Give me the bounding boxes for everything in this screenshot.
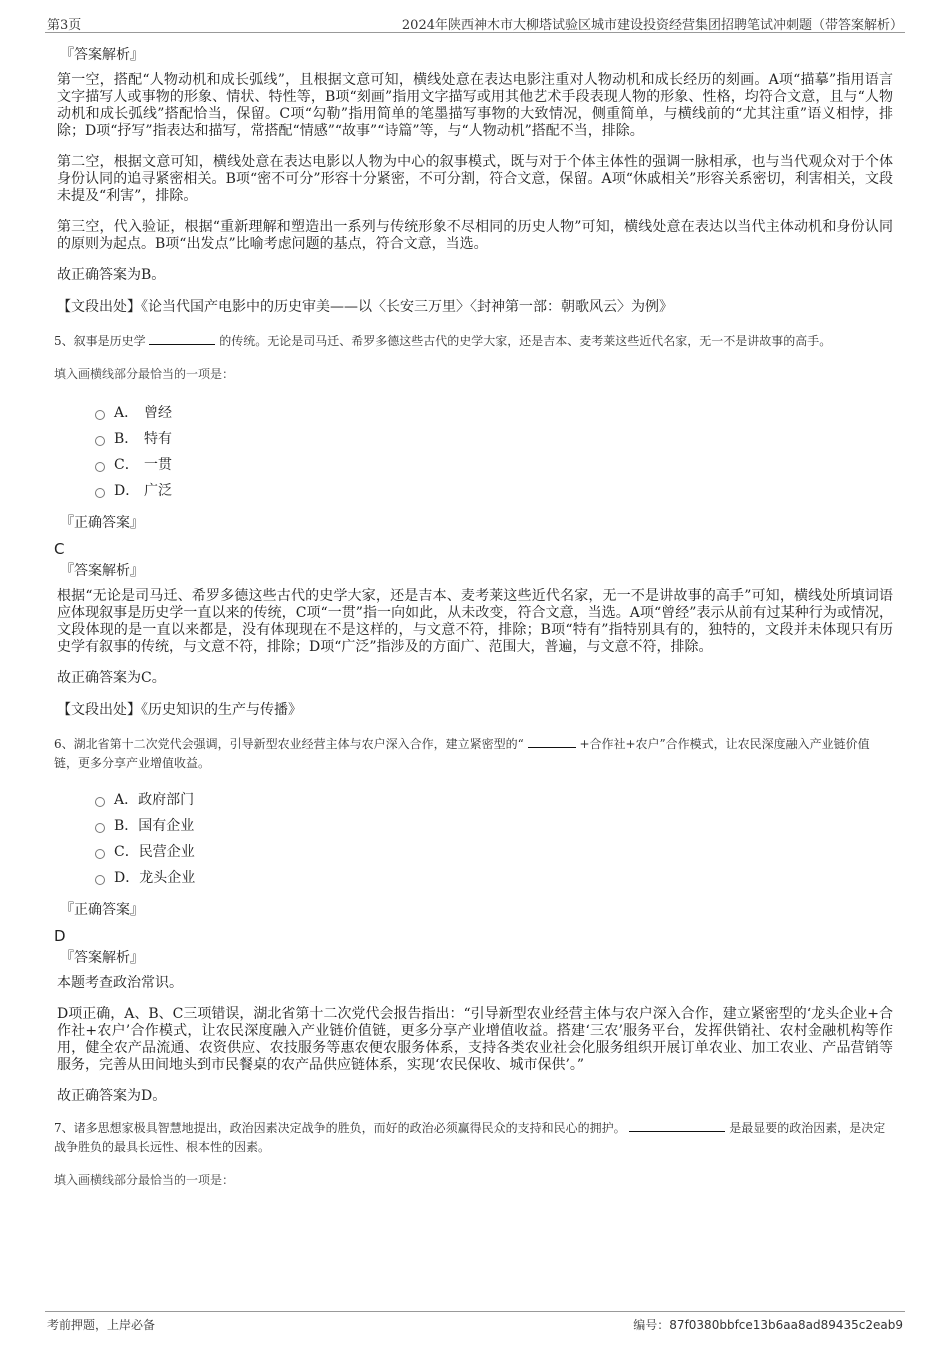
q5-option-d[interactable]: D． 广泛 [95,478,893,504]
radio-icon[interactable] [95,462,105,472]
footer-code-label: 编号： [633,1318,670,1332]
q6-conclusion: 故正确答案为D。 [57,1088,167,1104]
footer-code-value: 87f0380bbfce13b6aa8ad89435c2eab9 [669,1318,903,1332]
q6-option-d[interactable]: D．龙头企业 [95,865,893,891]
q5-correct-label: 『正确答案』 [60,515,144,531]
q6-correct-label: 『正确答案』 [60,902,144,918]
q6-options [95,787,893,891]
q5-option-c[interactable]: C． 一贯 [95,452,893,478]
q7-stem [54,1119,893,1157]
page-header [45,12,905,33]
q5-analysis: 根据“无论是司马迁、希罗多德这些古代的史学大家，还是吉本、麦考莱这些近代名家，无一不是讲故事的高手”可知，横线处所填词语应体现叙事是历史学一直以来的传统，C项“一贯”指一向如此，从未改变，符合文意，当选。A项“曾经”表示从前有过某种行为或情况，文段体现的是一直以来都是，没有体现现在不是这样的，与文意不符，排除；B项“特有”指特别具有的，独特的，文段并未体现只有历史学有叙事的传统，与文意不符，排除；D项“广泛”指涉及的方面广、范围大，普遍，与文意不符，排除。 [57,588,893,655]
q6-option-a[interactable]: A．政府部门 [95,787,893,813]
q4-analysis-p1: 第一空，搭配“人物动机和成长弧线”，且根据文意可知，横线处意在表达电影注重对人物动机和成长经历的刻画。A项“描摹”指用语言文字描写人或事物的形象、情状、特性等，B项“刻画”指用文字描写或用其他艺术手段表现人物的形象、性格，均符合文意，且与“人物动机和成长弧线”搭配恰当，保留。C项“勾勒”指用简单的笔墨描写事物的大致情况，侧重简单，与横线前的“尤其注重”语义相悖，排除；D项“抒写”指表达和描写，常搭配“情感”“故事”“诗篇”等，与“人物动机”搭配不当，排除。 [57,72,893,139]
q4-analysis-p3: 第三空，代入验证，根据“重新理解和塑造出一系列与传统形象不尽相同的历史人物”可知，横线处意在表达以当代主体动机和身份认同的原则为起点。B项“出发点”比喻考虑问题的基点，符合文意，当选。 [57,219,893,252]
q6-stem-after: +合作社+农户”合作模式，让农民深度融入产业链价值链，更多分享产业增值收益。 [54,737,870,770]
q7-stem-before: 7、诸多思想家极具智慧地提出，政治因素决定战争的胜负，而好的政治必须赢得民众的支持和民心的拥护。 [54,1121,626,1135]
q5-option-a[interactable]: A． 曾经 [95,400,893,426]
q5-stem-after: 的传统。无论是司马迁、希罗多德这些古代的史学大家，还是吉本、麦考莱这些近代名家，无一不是讲故事的高手。 [219,334,832,348]
q4-conclusion: 故正确答案为B。 [57,267,166,283]
q6-stem [54,735,893,773]
q5-option-b[interactable]: B． 特有 [95,426,893,452]
document-title: 2024年陕西神木市大柳塔试验区城市建设投资经营集团招聘笔试冲刺题（带答案解析） [401,18,903,33]
radio-icon[interactable] [95,488,105,498]
radio-icon[interactable] [95,436,105,446]
q5-stem-before: 5、叙事是历史学 [54,334,146,348]
q4-analysis-label: 『答案解析』 [60,47,144,63]
q5-options [95,400,893,504]
q6-intro: 本题考查政治常识。 [57,975,183,991]
page-number: 第3页 [47,18,82,33]
q6-correct-answer: D [54,927,66,945]
q6-option-c[interactable]: C．民营企业 [95,839,893,865]
q5-correct-answer: C [54,540,65,558]
q7-fill-prompt: 填入画横线部分最恰当的一项是： [54,1173,235,1187]
radio-icon[interactable] [95,849,105,859]
footer-slogan: 考前押题，上岸必备 [47,1318,156,1332]
radio-icon[interactable] [95,797,105,807]
radio-icon[interactable] [95,823,105,833]
document-body [54,46,893,1206]
q5-stem [54,332,893,351]
page-footer [45,1311,905,1336]
q6-blank [528,735,576,748]
q5-analysis-label: 『答案解析』 [60,563,144,579]
q4-analysis-p2: 第二空，根据文意可知，横线处意在表达电影以人物为中心的叙事模式，既与对于个体主体性的强调一脉相承，也与当代观众对于个体身份认同的追寻紧密相关。B项“密不可分”形容十分紧密，不可分割，符合文意，保留。A项“休戚相关”形容关系密切，利害相关，文段未提及“利害”，排除。 [57,154,893,204]
radio-icon[interactable] [95,875,105,885]
q7-blank [629,1119,725,1132]
q6-analysis: D项正确，A、B、C三项错误，湖北省第十二次党代会报告指出：“引导新型农业经营主体与农户深入合作，建立紧密型的‘龙头企业+合作社+农户’合作模式，让农民深度融入产业链价值链，更多分享产业增值收益。搭建‘三农’服务平台，发挥供销社、农村金融机构等作用，健全农产品流通、农资供应、农技服务等惠农便农服务体系，支持各类农业社会化服务组织开展订单农业、加工农业、产品营销等服务，完善从田间地头到市民餐桌的农产品供应链体系，实现‘农民保收、城市保供’。” [57,1006,893,1073]
q5-blank [149,332,215,345]
q6-option-b[interactable]: B．国有企业 [95,813,893,839]
q5-source: 【文段出处】《历史知识的生产与传播》 [57,702,302,718]
radio-icon[interactable] [95,410,105,420]
q4-source: 【文段出处】《论当代国产电影中的历史审美——以〈长安三万里〉〈封神第一部：朝歌风云〉为例》 [57,299,673,315]
q7-stem-after: 是最显要的政治因素，是决定战争胜负的最具长远性、根本性的因素。 [54,1121,886,1154]
q6-stem-before: 6、湖北省第十二次党代会强调，引导新型农业经营主体与农户深入合作，建立紧密型的“ [54,737,524,751]
q5-conclusion: 故正确答案为C。 [57,670,166,686]
q5-fill-prompt: 填入画横线部分最恰当的一项是： [54,367,235,381]
q6-analysis-label: 『答案解析』 [60,950,144,966]
footer-code [633,1316,903,1333]
